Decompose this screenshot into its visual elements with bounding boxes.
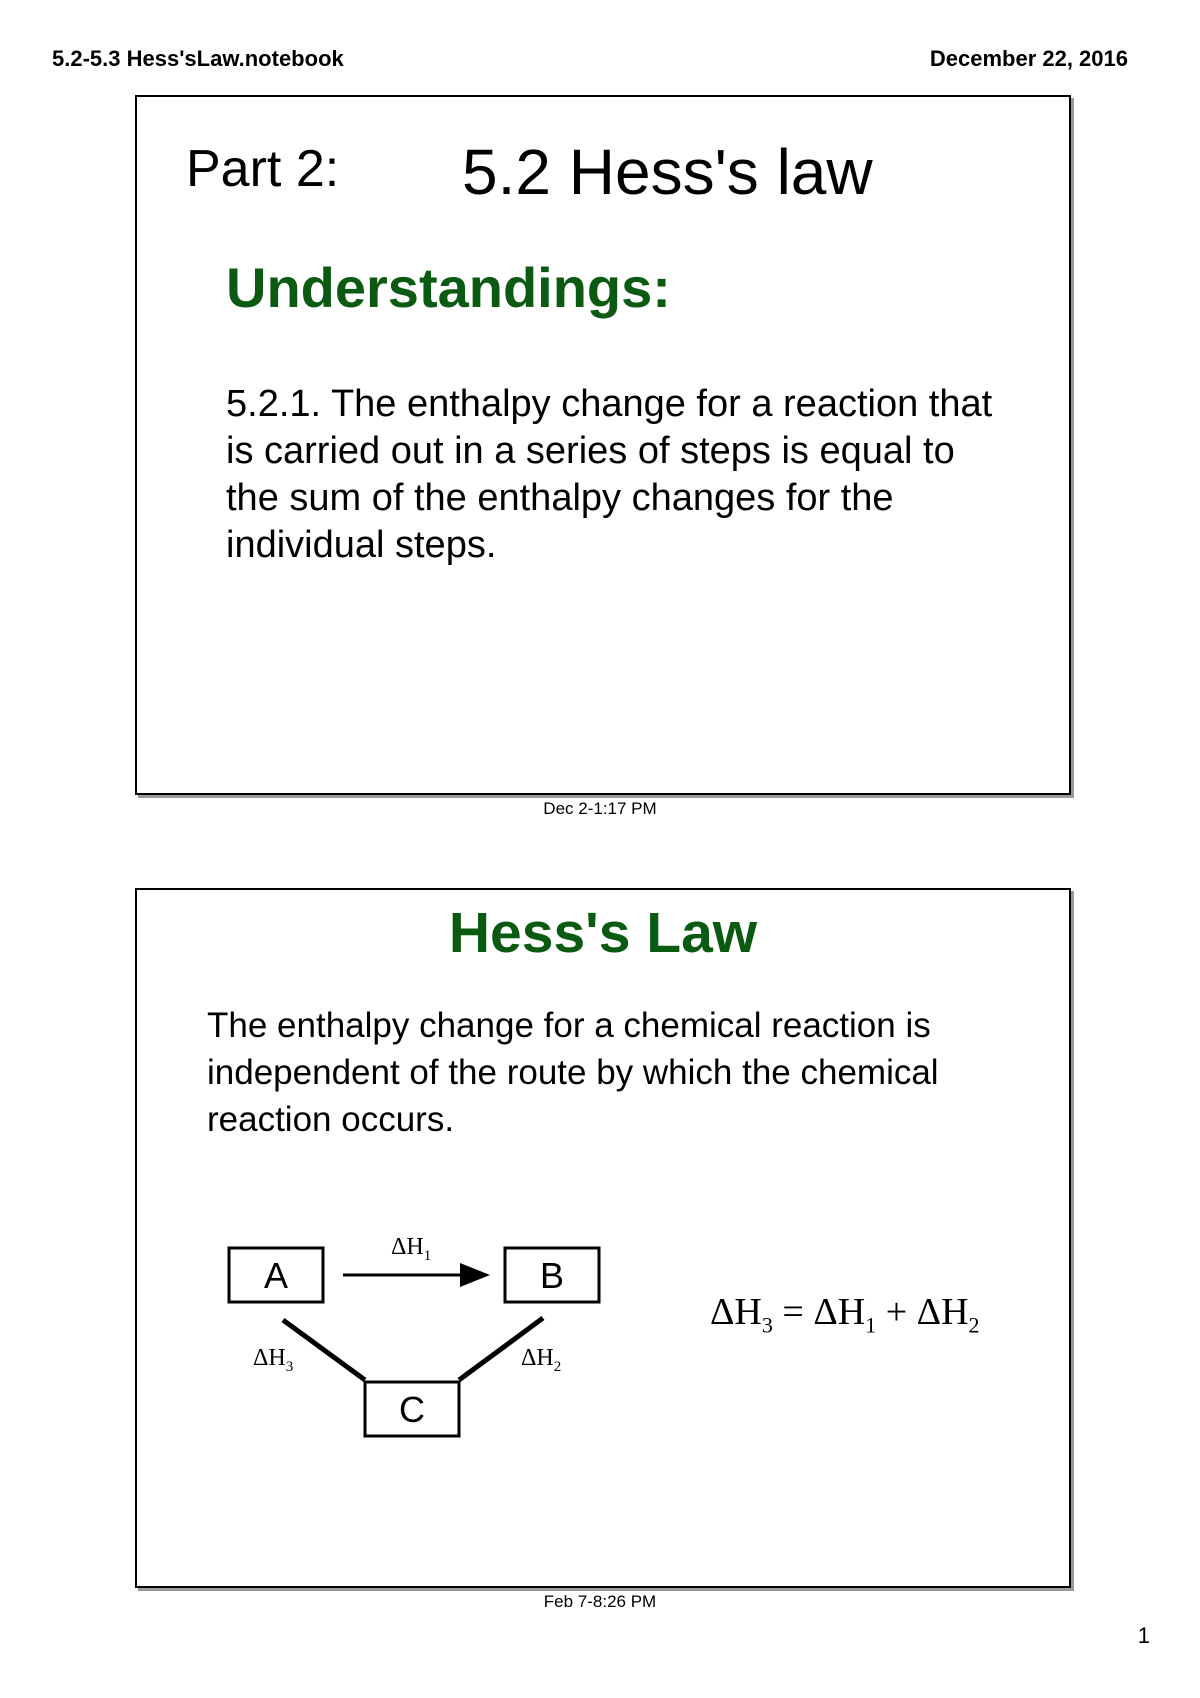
hess-equation: $\Delta H_3 = \Delta H_1 + \Delta H_2$ (710, 1291, 980, 1338)
line-a-to-c (283, 1320, 365, 1380)
topic-title: 5.2 Hess's law (462, 136, 873, 208)
box-a-label: A (263, 1255, 289, 1296)
print-date: December 22, 2016 (929, 46, 1128, 71)
dh2-label: $\Delta H_2$ (521, 1345, 562, 1375)
slide-2-timestamp: Feb 7-8:26 PM (543, 1592, 657, 1611)
dh3-label: $\Delta H_3$ (253, 1345, 294, 1375)
box-c-label: C (399, 1389, 425, 1430)
dh1-label: $\Delta H_1$ (391, 1234, 432, 1264)
notebook-filename: 5.2-5.3 Hess'sLaw.notebook (52, 46, 344, 71)
hess-law-definition: The enthalpy change for a chemical reaction is independent of the route by which the chemical reaction occurs. (207, 1006, 939, 1139)
page-number: 1 (1137, 1623, 1150, 1648)
hess-law-title: Hess's Law (448, 901, 758, 965)
understanding-text: 5.2.1. The enthalpy change for a reaction that is carried out in a series of steps is equal to the sum of the enthalpy changes for the individual steps. (226, 383, 993, 566)
hess-cycle-diagram (137, 890, 1069, 1586)
slide-1 (135, 95, 1071, 795)
understandings-heading: Understandings: (226, 256, 671, 319)
slide-1-timestamp: Dec 2-1:17 PM (543, 799, 657, 818)
part-label: Part 2: (186, 140, 340, 198)
box-b-label: B (539, 1255, 565, 1296)
slide-2 (135, 888, 1071, 1588)
